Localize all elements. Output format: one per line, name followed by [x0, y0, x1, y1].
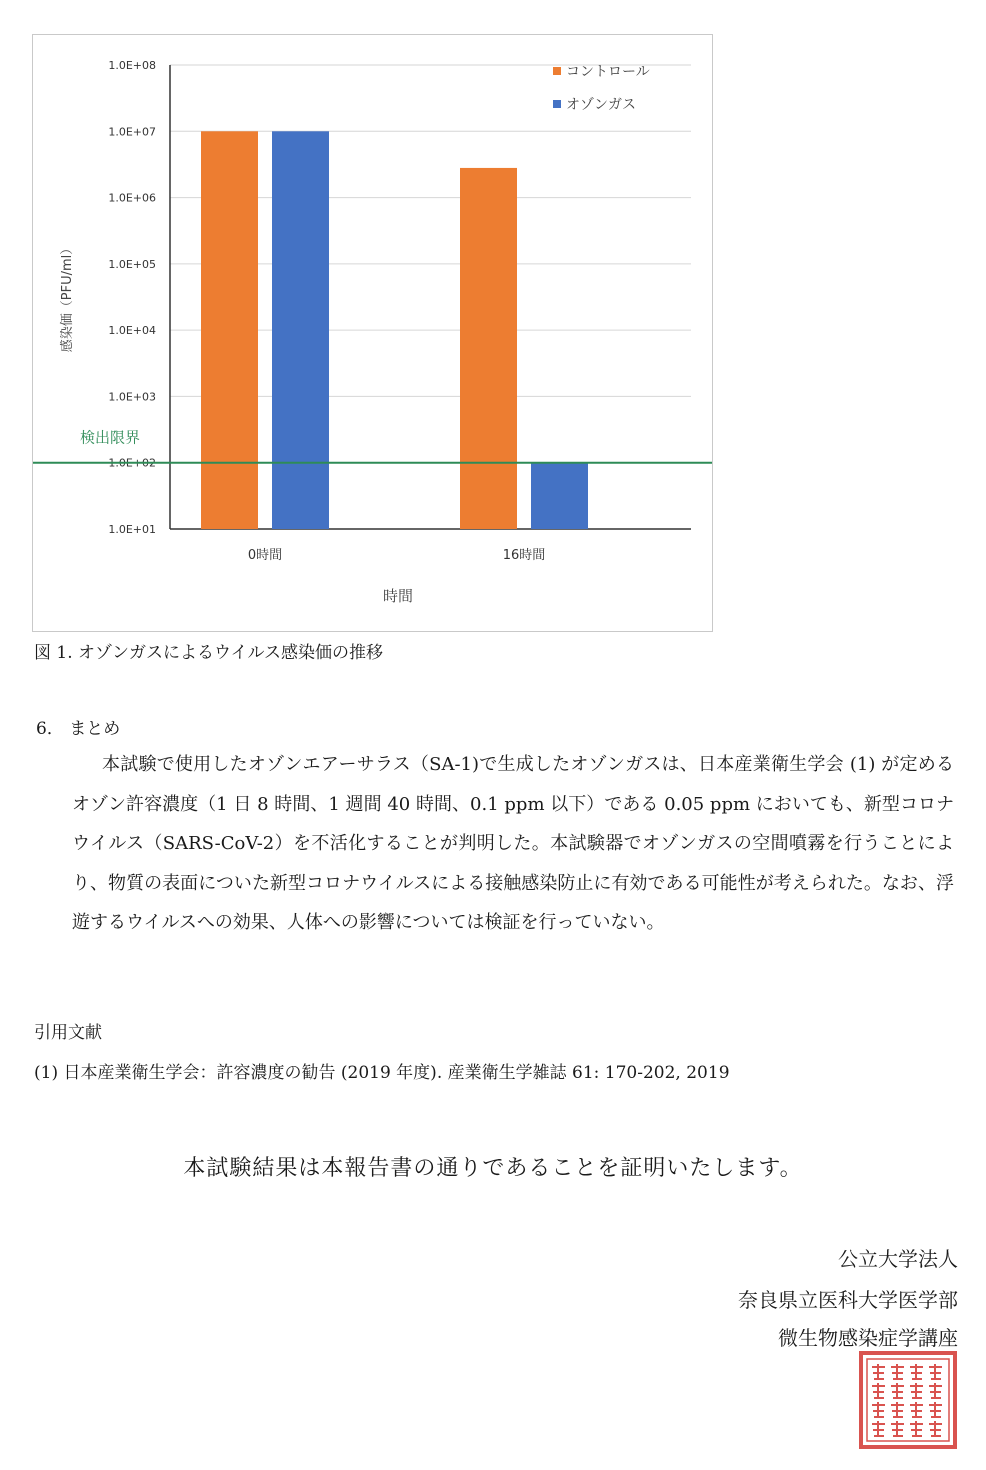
- detection-limit-label: 検出限界: [80, 428, 141, 447]
- y-axis-title: 感染価（PFU/ml）: [60, 241, 75, 353]
- bar-ozone-1: [531, 463, 588, 529]
- bar-control-0: [201, 131, 258, 529]
- bar-chart: [33, 35, 712, 631]
- x-tick-label: 0時間: [247, 548, 283, 563]
- y-tick-label: 1.0E+02: [108, 456, 156, 470]
- signature-line-1: 公立大学法人: [838, 1247, 958, 1271]
- y-tick-label: 1.0E+04: [108, 324, 156, 338]
- y-tick-label: 1.0E+01: [108, 523, 156, 536]
- y-tick-label: 1.0E+06: [108, 191, 156, 205]
- legend-swatch: [553, 100, 561, 108]
- bar-control-1: [460, 168, 517, 529]
- references-title: 引用文献: [34, 1023, 102, 1043]
- reference-item: (1) 日本産業衛生学会：許容濃度の勧告 (2019 年度). 産業衛生学雑誌 61: 170-202, 2019: [34, 1063, 730, 1083]
- legend-label: オゾンガス: [566, 97, 636, 113]
- y-tick-label: 1.0E+07: [108, 125, 156, 139]
- summary-paragraph: 本試験で使用したオゾンエアーサラス（SA-1)で生成したオゾンガスは、日本産業衛生学会 (1) が定めるオゾン許容濃度（1 日 8 時間、1 週間 40 時間、0.1 ppm 以下）である 0.05 ppm においても、新型コロナウイルス（SARS-CoV-2）を不活化することが判明した。本試験器でオゾンガスの空間噴霧を行うことにより、物質の表面についた新型コロナウイルスによる接触感染防止に有効である可能性が考えられた。なお、浮遊するウイルスへの効果、人体への影響については検証を行っていない。: [72, 754, 954, 933]
- figure-caption: 図 1. オゾンガスによるウイルス感染価の推移: [34, 643, 384, 663]
- y-tick-label: 1.0E+05: [108, 257, 156, 271]
- section-title: 6． まとめ: [36, 719, 121, 739]
- signature-line-3: 微生物感染症学講座: [778, 1326, 958, 1350]
- signature-line-2: 奈良県立医科大学医学部: [738, 1288, 958, 1312]
- x-axis-title: 時間: [382, 587, 414, 605]
- y-tick-label: 1.0E+08: [108, 59, 156, 72]
- chart-figure: [32, 34, 713, 632]
- bar-ozone-0: [272, 131, 329, 529]
- official-seal-stamp: [858, 1350, 958, 1450]
- x-tick-label: 16時間: [502, 548, 546, 563]
- certification-statement: 本試験結果は本報告書の通りであることを証明いたします。: [183, 1156, 803, 1181]
- legend-label: コントロール: [566, 64, 650, 80]
- legend-swatch: [553, 67, 561, 75]
- y-tick-label: 1.0E+03: [108, 390, 156, 404]
